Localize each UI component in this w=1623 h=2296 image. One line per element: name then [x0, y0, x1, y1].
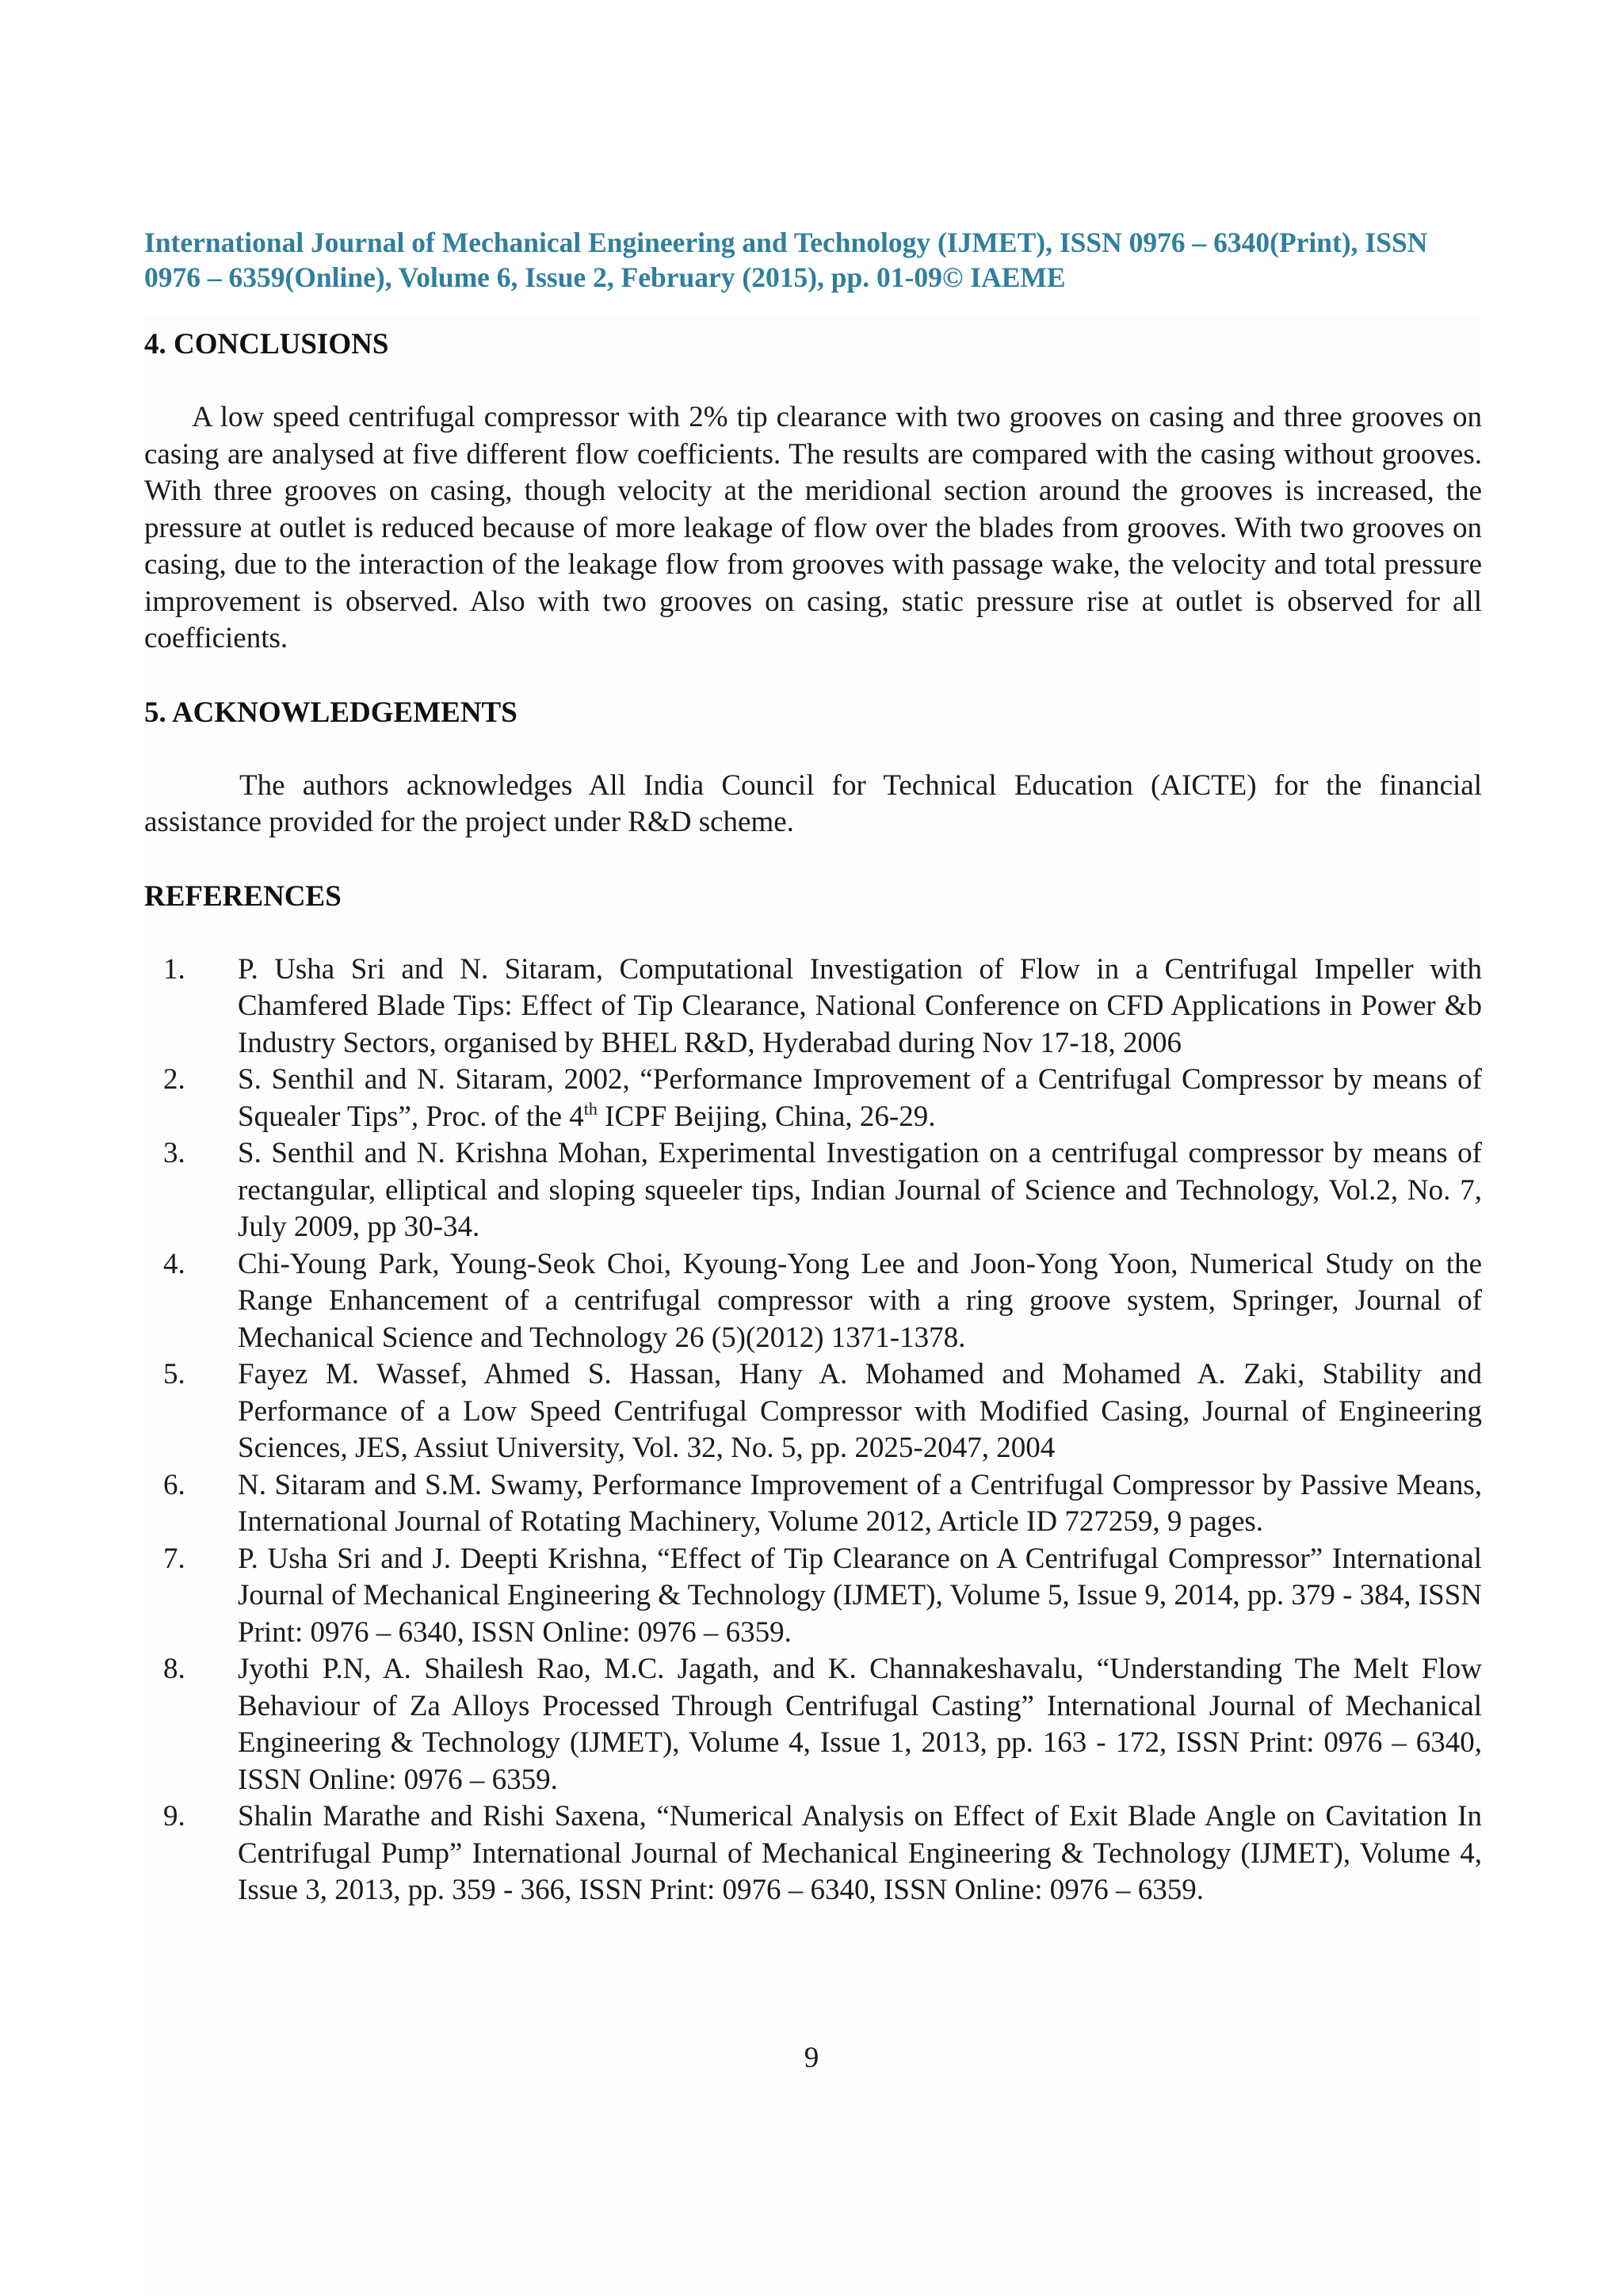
ordinal-superscript: th [583, 1098, 598, 1119]
page-content [144, 225, 1482, 1909]
reference-text: P. Usha Sri and N. Sitaram, Computational Investigation of Flow in a Centrifugal Impeller with Chamfered Blade Tips: Effect of Tip Clearance, National Conference on CFD Applications in Power &b Industry Sectors, organised by BHEL R&D, Hyderabad during Nov 17-18, 2006 [238, 952, 1482, 1059]
reference-text: Fayez M. Wassef, Ahmed S. Hassan, Hany A. Mohamed and Mohamed A. Zaki, Stability and Performance of a Low Speed Centrifugal Compressor with Modified Casing, Journal of Engineering Sciences, JES, Assiut University, Vol. 32, No. 5, pp. 2025-2047, 2004 [238, 1358, 1482, 1464]
reference-text: S. Senthil and N. Krishna Mohan, Experimental Investigation on a centrifugal compressor by means of rectangular, elliptical and sloping squeeler tips, Indian Journal of Science and Technology, Vol.2, No. 7, July 2009, pp 30-34. [238, 1137, 1482, 1243]
acknowledgements-paragraph: The authors acknowledges All India Council for Technical Education (AICTE) for the financial assistance provided for the project under R&D scheme. [144, 769, 1482, 838]
reference-number: 1. [163, 952, 185, 986]
reference-text: Jyothi P.N, A. Shailesh Rao, M.C. Jagath, and K. Channakeshavalu, “Understanding The Melt Flow Behaviour of Za Alloys Processed Through Centrifugal Casting” International Journal of Mechanical Engineering & Technology (IJMET), Volume 4, Issue 1, 2013, pp. 163 - 172, ISSN Print: 0976 – 6340, ISSN Online: 0976 – 6359. [238, 1653, 1482, 1796]
reference-item [144, 1798, 1482, 1909]
references-heading: REFERENCES [144, 879, 342, 913]
acknowledgements-heading: 5. ACKNOWLEDGEMENTS [144, 696, 517, 729]
reference-number: 3. [163, 1137, 185, 1169]
reference-item [144, 1356, 1482, 1467]
reference-text: N. Sitaram and S.M. Swamy, Performance Improvement of a Centrifugal Compressor by Passive Means, International Journal of Rotating Machinery, Volume 2012, Article ID 727259, 9 pages. [238, 1468, 1482, 1538]
references-list [144, 952, 1482, 1909]
reference-text: P. Usha Sri and J. Deepti Krishna, “Effect of Tip Clearance on A Centrifugal Compressor” International Journal of Mechanical Engineering & Technology (IJMET), Volume 5, Issue 9, 2014, pp. 379 - 384, ISSN Print: 0976 – 6340, ISSN Online: 0976 – 6359. [238, 1542, 1482, 1649]
reference-item [144, 1135, 1482, 1246]
reference-number: 8. [163, 1653, 185, 1685]
reference-text-part: S. Senthil and N. Sitaram, 2002, “Performance Improvement of a Centrifugal Compressor by means of Squealer Tips”, Proc. of the 4 [238, 1063, 1482, 1133]
reference-text: Shalin Marathe and Rishi Saxena, “Numerical Analysis on Effect of Exit Blade Angle on Cavitation In Centrifugal Pump” International Journal of Mechanical Engineering & Technology (IJMET), Volume 4, Issue 3, 2013, pp. 359 - 366, ISSN Print: 0976 – 6340, ISSN Online: 0976 – 6359. [238, 1800, 1482, 1906]
reference-item [144, 1651, 1482, 1798]
journal-header: International Journal of Mechanical Engineering and Technology (IJMET), ISSN 0976 – 6340(Print), ISSN 0976 – 6359(Online), Volume 6, Issue 2, February (2015), pp. 01-09© IAEME [144, 227, 1428, 293]
reference-item [144, 1467, 1482, 1541]
reference-text: Chi-Young Park, Young-Seok Choi, Kyoung-Yong Lee and Joon-Yong Yoon, Numerical Study on the Range Enhancement of a centrifugal compressor with a ring groove system, Springer, Journal of Mechanical Science and Technology 26 (5)(2012) 1371-1378. [238, 1247, 1482, 1354]
reference-number: 4. [163, 1247, 185, 1280]
reference-number: 6. [163, 1468, 185, 1501]
reference-number: 2. [163, 1063, 185, 1096]
reference-item [144, 1062, 1482, 1135]
conclusions-paragraph: A low speed centrifugal compressor with 2% tip clearance with two grooves on casing and three grooves on casing are analysed at five different flow coefficients. The results are compared with the casing without grooves. With three grooves on casing, though velocity at the meridional section around the grooves is increased, the pressure at outlet is reduced because of more leakage of flow over the blades from grooves. With two grooves on casing, due to the interaction of the leakage flow from grooves with passage wake, the velocity and total pressure improvement is observed. Also with two grooves on casing, static pressure rise at outlet is observed for all coefficients. [144, 401, 1482, 654]
reference-item [144, 952, 1482, 1062]
reference-number: 9. [163, 1800, 185, 1833]
page-number: 9 [804, 2042, 819, 2074]
reference-item [144, 1246, 1482, 1357]
reference-number: 5. [163, 1358, 185, 1390]
reference-text [238, 1063, 1482, 1133]
conclusions-heading: 4. CONCLUSIONS [144, 328, 389, 360]
reference-item [144, 1541, 1482, 1652]
reference-text-part: ICPF Beijing, China, 26-29. [597, 1100, 936, 1133]
reference-number: 7. [163, 1542, 185, 1575]
